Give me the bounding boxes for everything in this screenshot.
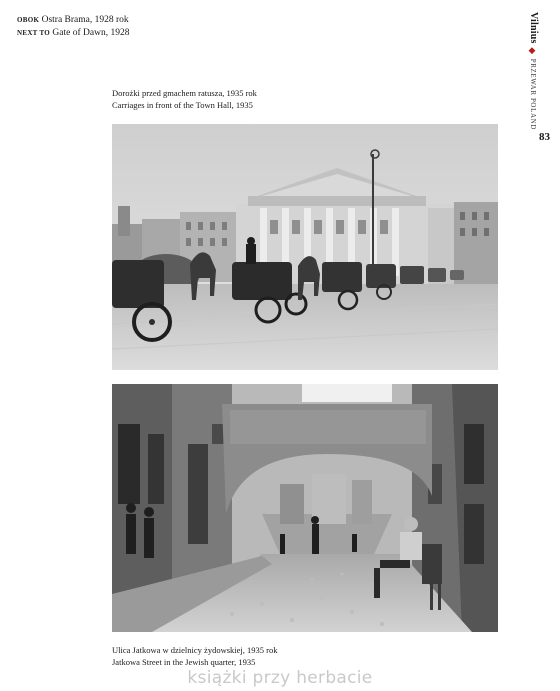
top-caption-pl-text: Ostra Brama, 1928 rok — [41, 15, 129, 25]
top-caption-pl-label: OBOK — [17, 16, 40, 24]
top-caption — [17, 14, 129, 40]
photo1-caption-en: Carriages in front of the Town Hall, 1935 — [112, 100, 253, 110]
photo1-caption-pl: Dorożki przed gmachem ratusza, 1935 rok — [112, 88, 257, 98]
watermark: książki przy herbacie — [187, 668, 373, 688]
photo2-caption — [112, 644, 277, 668]
photo2-caption-en: Jatkowa Street in the Jewish quarter, 1935 — [112, 657, 256, 667]
jatkowa-street-illustration — [112, 384, 498, 632]
side-tab-text — [528, 12, 539, 130]
side-tab-city: Vilnius — [528, 12, 539, 44]
top-caption-en-text: Gate of Dawn, 1928 — [52, 28, 130, 38]
photo1-caption — [112, 87, 257, 111]
page-number: 83 — [539, 131, 550, 143]
side-tab-country: PRZEWAR POLAND — [529, 58, 537, 130]
photo-jatkowa-street — [112, 384, 498, 632]
photo2-caption-pl: Ulica Jatkowa w dzielnicy żydowskiej, 1935 rok — [112, 645, 278, 655]
top-caption-en — [17, 27, 129, 40]
diamond-icon: ◆ — [528, 46, 538, 57]
town-hall-illustration — [112, 124, 498, 370]
top-caption-pl — [17, 14, 129, 27]
photo-town-hall-carriages — [112, 124, 498, 370]
top-caption-en-label: NEXT TO — [17, 29, 51, 37]
